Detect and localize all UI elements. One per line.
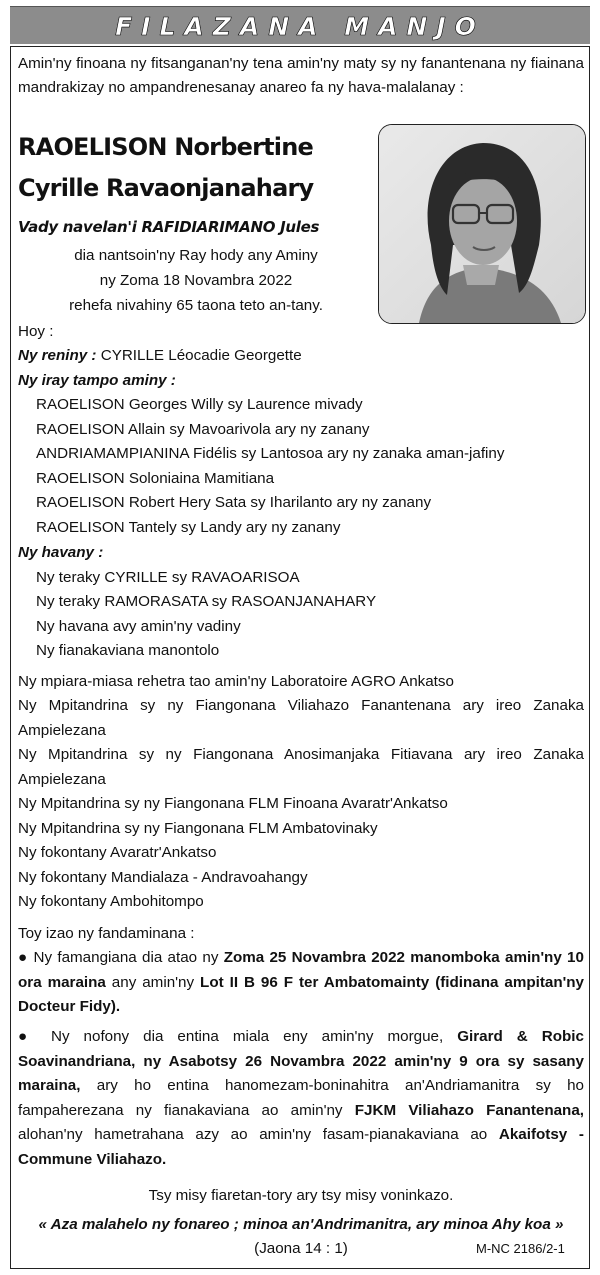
- schedule-funeral-paragraph: [18, 1025, 584, 1173]
- others-item: Ny Mpitandrina sy ny Fiangonana FLM Finoana Avaratr'Ankatso: [18, 795, 448, 812]
- relatives-label: Ny havany :: [18, 544, 104, 561]
- header-bar: [10, 6, 590, 44]
- portrait-image: [379, 125, 585, 323]
- others-item: Ny fokontany Avaratr'Ankatso: [18, 844, 217, 861]
- visit-date: Zoma 25 Novambra 2022 manomboka amin'ny 10 ora maraina: [18, 949, 584, 991]
- visit-text-c: any amin'ny: [111, 973, 195, 991]
- bullet-icon: ●: [18, 1028, 37, 1045]
- spouse-line: Vady navelan'i RAFIDIARIMANO Jules: [18, 218, 320, 236]
- others-item: Ny Mpitandrina sy ny Fiangonana FLM Ambatovinaky: [18, 820, 378, 837]
- hoy-label: Hoy :: [18, 323, 54, 340]
- death-line-1: dia nantsoin'ny Ray hody any Aminy: [74, 247, 318, 264]
- relative-item: Ny havana avy amin'ny vadiny: [36, 618, 241, 635]
- sibling-item: RAOELISON Robert Hery Sata sy Iharilanto ary ny zanany: [36, 494, 432, 511]
- death-line-3: rehefa nivahiny 65 taona teto an-tany.: [69, 297, 323, 314]
- deceased-name-line2: Cyrille Ravaonjanahary: [18, 174, 314, 202]
- funeral-church: FJKM Viliahazo Fanantenana,: [354, 1101, 584, 1119]
- others-item: Ny Mpitandrina sy ny Fiangonana Anosimanjaka Fitiavana ary ireo Zanaka Ampielezana: [18, 746, 584, 788]
- funeral-burial-place: Akaifotsy - Commune Viliahazo.: [18, 1126, 584, 1168]
- parent-line: [18, 344, 302, 369]
- bullet-icon: ●: [18, 949, 29, 966]
- funeral-text-a: Ny nofony dia entina miala eny amin'ny morgue,: [50, 1028, 444, 1045]
- others-item: Ny fokontany Ambohitompo: [18, 893, 204, 910]
- funeral-text-c: ary ho entina hanomezam-boninahitra an'Andriamanitra sy ho fampaherezana ny fianakaviana ao amin'ny: [18, 1077, 584, 1119]
- ad-code: M-NC 2186/2-1: [476, 1241, 565, 1256]
- death-line-2: ny Zoma 18 Novambra 2022: [99, 272, 293, 289]
- header-title: FILAZANA MANJO: [115, 12, 485, 41]
- funeral-text-e: alohan'ny hametrahana azy ao amin'ny fasam-pianakaviana ao: [18, 1126, 488, 1144]
- parent-label: Ny reniny :: [18, 347, 97, 364]
- others-item: Ny Mpitandrina sy ny Fiangonana Viliahazo Fanantenana ary ireo Zanaka Ampielezana: [18, 697, 584, 739]
- relative-item: Ny teraky CYRILLE sy RAVAOARISOA: [36, 569, 300, 586]
- relative-item: Ny fianakaviana manontolo: [36, 642, 220, 659]
- parent-text: CYRILLE Léocadie Georgette: [100, 347, 302, 364]
- no-flowers-note: Tsy misy fiaretan-tory ary tsy misy voninkazo.: [148, 1187, 454, 1204]
- schedule-intro: Toy izao ny fandaminana :: [18, 925, 195, 942]
- others-item: Ny fokontany Mandialaza - Andravoahangy: [18, 869, 308, 886]
- relative-item: Ny teraky RAMORASATA sy RASOANJANAHARY: [36, 593, 377, 610]
- bible-quote: « Aza malahelo ny fonareo ; minoa an'Andrimanitra, ary minoa Ahy koa »: [38, 1216, 564, 1233]
- quote-reference: (Jaona 14 : 1): [254, 1240, 348, 1257]
- sibling-item: RAOELISON Allain sy Mavoarivola ary ny zanany: [36, 421, 370, 438]
- visit-text-a: Ny famangiana dia atao ny: [33, 949, 219, 966]
- schedule-visit-paragraph: [18, 946, 584, 1020]
- portrait-photo: [378, 124, 586, 324]
- sibling-item: ANDRIAMAMPIANINA Fidélis sy Lantosoa ary ny zanaka aman-jafiny: [36, 445, 505, 462]
- others-item: Ny mpiara-miasa rehetra tao amin'ny Laboratoire AGRO Ankatso: [18, 673, 454, 690]
- funeral-morgue-date: Girard & Robic Soavinandriana, ny Asabotsy 26 Novambra 2022 amin'ny 9 ora sy sasany maraina,: [18, 1028, 584, 1095]
- intro-text: Amin'ny finoana ny fitsanganan'ny tena amin'ny maty sy ny fanantenana ny fiainana mandrakizay no ampandrenesanay anareo fa ny hava-malalanay :: [18, 55, 584, 96]
- visit-address: Lot II B 96 F ter Ambatomainty (fidinana ampitan'ny Docteur Fidy).: [18, 973, 584, 1016]
- sibling-item: RAOELISON Soloniaina Mamitiana: [36, 470, 275, 487]
- sibling-item: RAOELISON Georges Willy sy Laurence mivady: [36, 396, 363, 413]
- deceased-name-line1: RAOELISON Norbertine: [18, 133, 313, 161]
- sibling-item: RAOELISON Tantely sy Landy ary ny zanany: [36, 519, 341, 536]
- siblings-label: Ny iray tampo aminy :: [18, 372, 176, 389]
